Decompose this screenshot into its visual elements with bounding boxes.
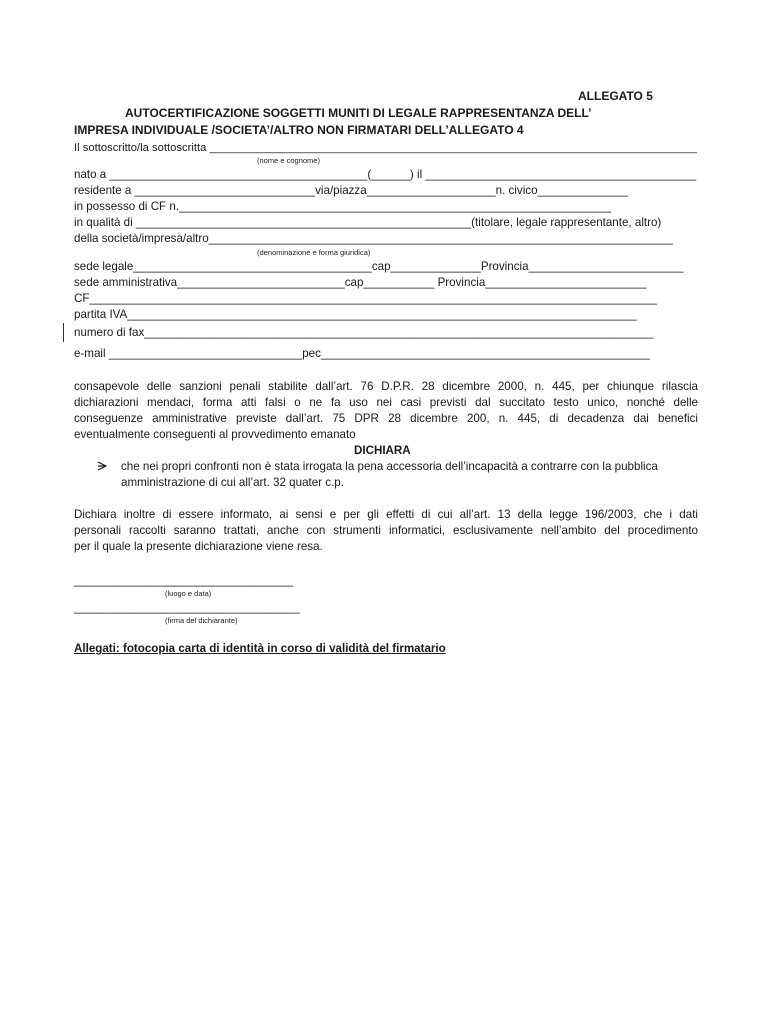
sottoscritto-field[interactable]: Il sottoscritto/la sottoscritta ______________________________________________________________________________ [74, 142, 697, 154]
residente-field[interactable]: residente a ____________________________via/piazza____________________n. civico______________ [74, 184, 628, 197]
qualita-field[interactable]: in qualità di ____________________________________________________(titolare, legale rappresentante, altro) [74, 216, 662, 229]
sede-amministrativa-field[interactable]: sede amministrativa__________________________cap___________ Provincia_________________________ [74, 276, 647, 289]
dichiara-heading: DICHIARA [354, 444, 411, 457]
cf-field[interactable]: CF________________________________________________________________________________________ [74, 292, 657, 305]
document-title-line-2: IMPRESA INDIVIDUALE /SOCIETA’/ALTRO NON FIRMATARI DELL’ALLEGATO 4 [74, 123, 524, 137]
sede-legale-field[interactable]: sede legale_____________________________________cap______________Provincia________________________ [74, 260, 684, 273]
arrow-bullet-icon [97, 461, 107, 471]
firma-hint: (firma del dichiarante) [165, 616, 238, 625]
firma-field[interactable]: ___________________________________ [74, 601, 300, 614]
privacy-line-1: Dichiara inoltre di essere informato, ai sensi e per gli effetti di cui all’art. 13 della legge 196/2003, che i dati [74, 508, 698, 521]
consapevole-line-4: eventualmente conseguenti al provvedimento emanato [74, 428, 356, 441]
consapevole-line-2: dichiarazioni mendaci, forma atti falsi o ne fa uso nei casi previsti dal succitato testo unico, nonché delle [74, 396, 698, 409]
privacy-line-3: per il quale la presente dichiarazione viene resa. [74, 540, 323, 553]
privacy-line-2: personali raccolti saranno trattati, anche con strumenti informatici, esclusivamente nell’ambito del procedimento [74, 524, 698, 537]
consapevole-line-3: conseguenze amministrative previste dall’art. 75 DPR 28 dicembre 200, n. 445, di decadenza dai benefici [74, 412, 698, 425]
allegati-note: Allegati: fotocopia carta di identità in corso di validità del firmatario [74, 642, 446, 655]
nato-field[interactable]: nato a ________________________________________(______) il __________________________________________ [74, 168, 697, 181]
societa-field[interactable]: della società/impresa/altro________________________________________________________________________ [74, 232, 673, 245]
luogo-data-hint: (luogo e data) [165, 589, 212, 598]
fax-field[interactable]: numero di fax_______________________________________________________________________________ [74, 326, 654, 339]
consapevole-line-1: consapevole delle sanzioni penali stabilite dall’art. 76 D.P.R. 28 dicembre 2000, n. 445, per chiunque rilascia [74, 380, 698, 393]
denominazione-hint: (denominazione e forma giuridica) [257, 248, 371, 257]
luogo-data-field[interactable]: __________________________________ [74, 574, 294, 587]
dichiara-bullet-line-2: amministrazione di cui all’art. 32 quater c.p. [121, 476, 344, 489]
text-cursor [63, 323, 64, 342]
document-title-line-1: AUTOCERTIFICAZIONE SOGGETTI MUNITI DI LEGALE RAPPRESENTANZA DELL’ [125, 106, 592, 120]
email-pec-field[interactable]: e-mail ______________________________pec___________________________________________________ [74, 347, 650, 360]
partita-iva-field[interactable]: partita IVA_______________________________________________________________________________ [74, 308, 637, 321]
allegato-label: ALLEGATO 5 [578, 89, 653, 103]
codice-fiscale-field[interactable]: in possesso di CF n.___________________________________________________________________ [74, 200, 612, 213]
nome-cognome-hint: (nome e cognome) [257, 156, 320, 165]
dichiara-bullet-line-1: che nei propri confronti non è stata irrogata la pena accessoria dell’incapacità a contrarre con la pubblica [121, 460, 658, 473]
